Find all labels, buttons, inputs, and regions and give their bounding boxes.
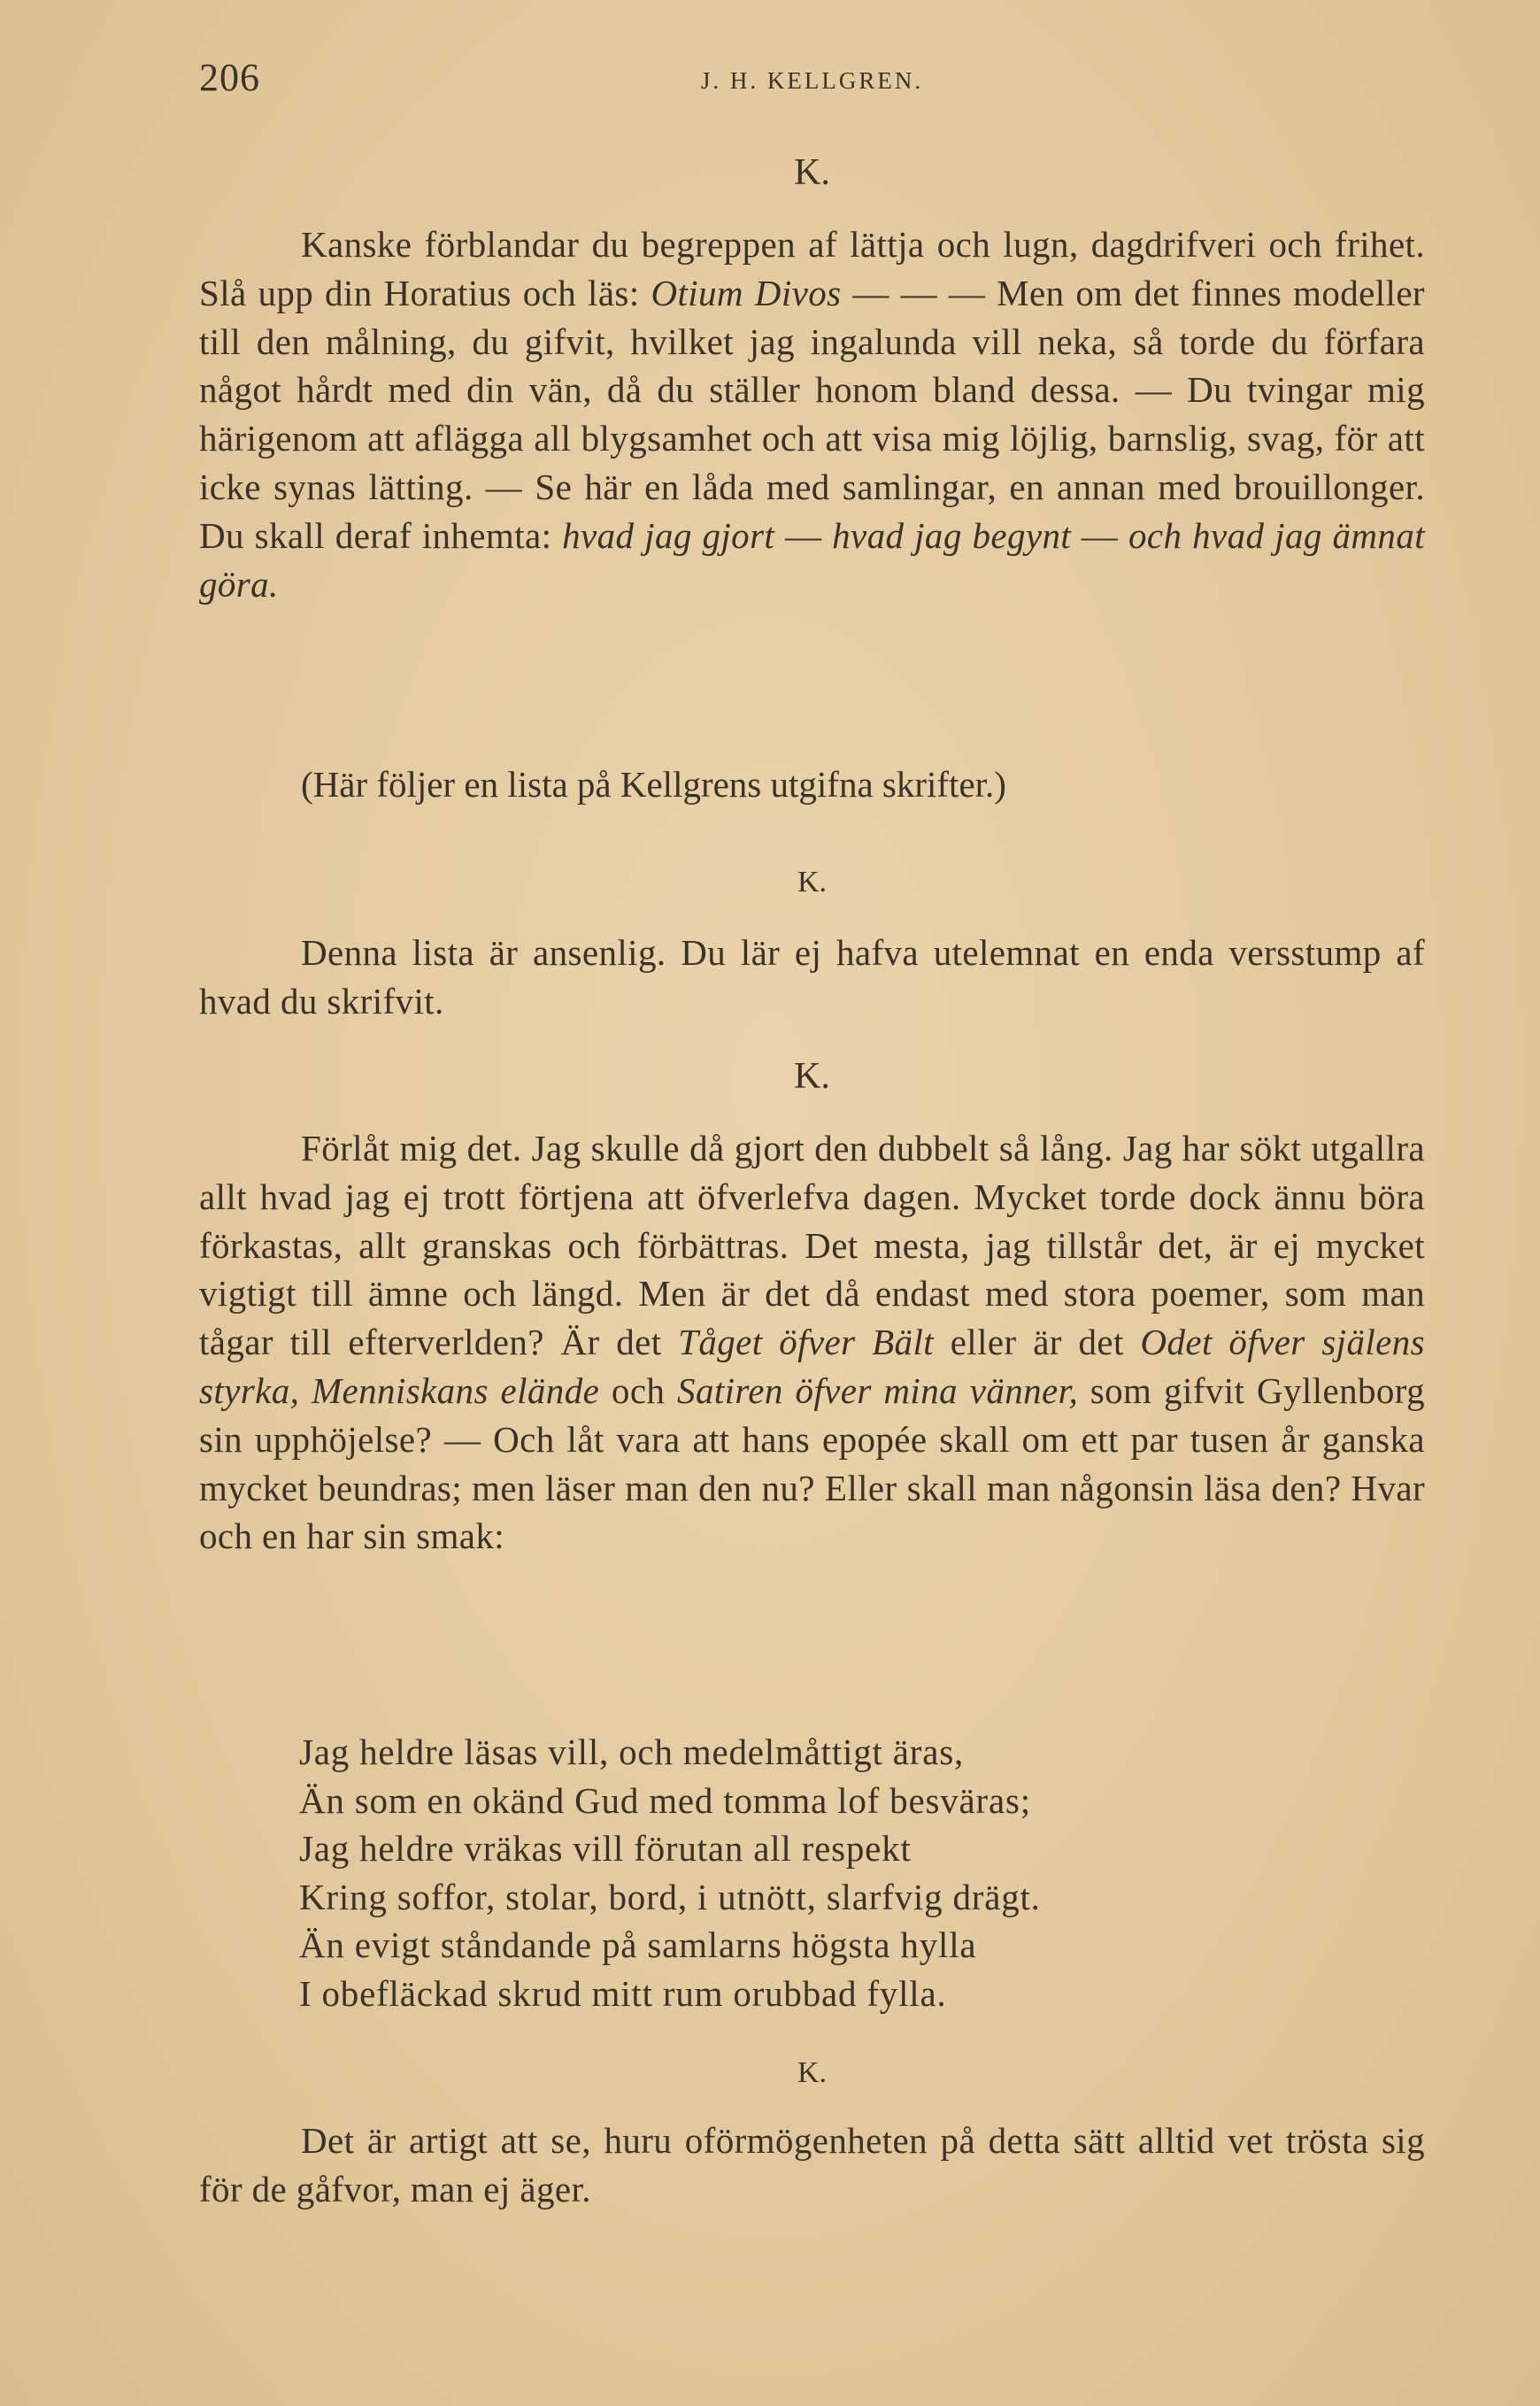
verse-stanza (299, 1728, 1361, 2017)
dialogue-paragraph-4 (199, 2117, 1425, 2214)
title-italic: Satiren öfver mina vänner, (677, 1369, 1079, 1411)
title-italic: Odet öfver själens styrka, Menniskans elände (199, 1322, 1425, 1411)
text-run: Förlåt mig det. Jag skulle då gjort den dubbelt så lång. Jag har sökt utgallra allt hvad jag ej trott förtjena att öfverlefva dagen. Mycket torde dock ännu böra förkastas, allt granskas och förbättras. Det mesta, jag tillstår det, är ej mycket vigtigt till ämne och längd. Men är det då endast med stora poemer, som man tågar till efterverlden? Är det (199, 1128, 1425, 1363)
verse-line: Än evigt ståndande på samlarns högsta hylla (299, 1924, 977, 1965)
editorial-note: (Här följer en lista på Kellgrens utgifna skrifter.) (301, 764, 1006, 805)
speaker-label-1: K. (794, 152, 830, 193)
text-run: — (1071, 514, 1129, 556)
text-run: — — — Men om det finnes modeller till den målning, du gifvit, hvilket jag ingalunda vill neka, så torde du förfara något hårdt med din vän, då du ställer honom bland dessa. — Du tvingar mig härigenom att aflägga all blygsamhet och att visa mig löjlig, barnslig, svag, för att icke synas lätting. — Se här en låda med samlingar, en annan med brouillonger. Du skall deraf inhemta: (199, 272, 1425, 556)
phrase-italic: och hvad jag ämnat göra. (199, 514, 1426, 605)
phrase-italic: hvad jag begynt (832, 514, 1072, 556)
verse-line: Än som en okänd Gud med tomma lof besväras; (299, 1779, 1031, 1821)
verse-line: Jag heldre vräkas vill förutan all respekt (299, 1828, 912, 1869)
paragraph-text (199, 220, 1425, 608)
text-run: eller är det (934, 1322, 1141, 1363)
speaker-label-2: K. (797, 866, 828, 898)
paragraph-text: Denna lista är ansenlig. Du lär ej hafva utelemnat en enda versstump af hvad du skrifvit. (199, 932, 1425, 1022)
text-run: som gifvit Gyllenborg sin upphöjelse? — Och låt vara att hans epopée skall om ett par tusen år ganska mycket beundras; men läser man den nu? Eller skall man någonsin läsa den? Hvar och en har sin smak: (199, 1369, 1425, 1557)
verse-line: I obefläckad skrud mitt rum orubbad fylla. (299, 1972, 947, 2014)
dialogue-paragraph-3 (199, 1124, 1425, 1561)
text-run: — (774, 514, 833, 556)
title-italic: Otium Divos (651, 272, 842, 313)
verse-line: Kring soffor, stolar, bord, i utnött, slarfvig drägt. (299, 1876, 1041, 1917)
page-number: 206 (199, 56, 260, 99)
paragraph-text (199, 1124, 1425, 1561)
dialogue-paragraph-2 (199, 929, 1425, 1026)
page-header (199, 55, 1425, 108)
paragraph-text: Det är artigt att se, huru oförmögenheten på detta sätt alltid vet trösta sig för de gåfvor, man ej äger. (199, 2120, 1425, 2209)
title-italic: Tåget öfver Bält (678, 1322, 935, 1363)
text-run: och (599, 1369, 678, 1411)
running-head: J. H. KELLGREN. (700, 67, 924, 94)
dialogue-paragraph-1 (199, 220, 1425, 608)
text-run: Kanske förblandar du begreppen af lättja och lugn, dagdrifveri och frihet. Slå upp din Horatius och läs: (199, 224, 1425, 313)
speaker-label-3: K. (794, 1056, 830, 1097)
phrase-italic: hvad jag gjort (562, 514, 775, 556)
speaker-label-4: K. (797, 2056, 828, 2089)
verse-line: Jag heldre läsas vill, och medelmåttigt äras, (299, 1731, 964, 1772)
